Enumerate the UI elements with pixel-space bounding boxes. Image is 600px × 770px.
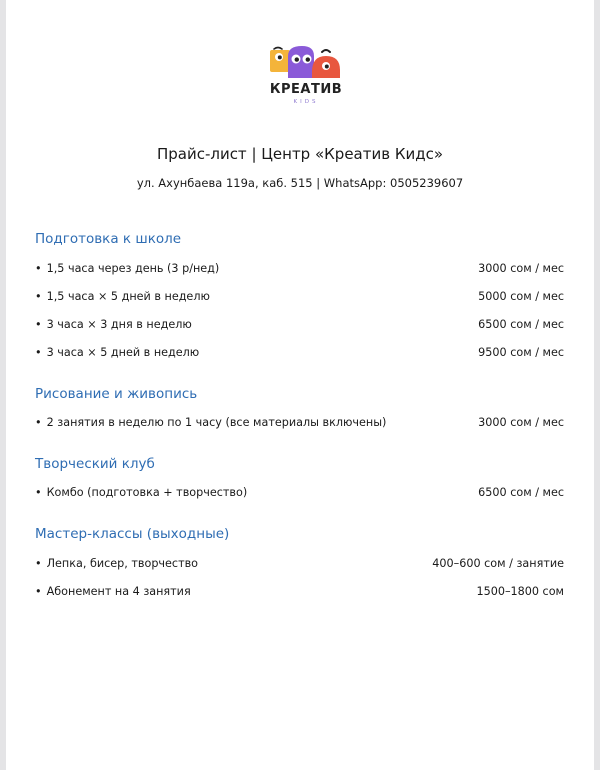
bullet: • [35, 485, 42, 499]
bullet: • [35, 289, 42, 303]
item-price: 6500 сом / мес [478, 317, 564, 331]
page-title: Прайс-лист | Центр «Креатив Кидс» [156, 145, 444, 163]
bullet: • [35, 345, 42, 359]
item-label: 3 часа × 5 дней в неделю [46, 345, 200, 359]
item-price: 3000 сом / мес [478, 261, 564, 275]
item-label: 3 часа × 3 дня в неделю [46, 317, 192, 331]
bullet: • [35, 584, 42, 598]
item-price: 6500 сом / мес [478, 485, 564, 499]
bullet: • [35, 261, 42, 275]
price-row [35, 414, 564, 430]
address-line: ул. Ахунбаева 119а, каб. 515 | WhatsApp: 0505239607 [136, 176, 464, 190]
section-title-drawing: Рисование и живопись [35, 386, 198, 402]
price-row [35, 484, 564, 500]
item-price: 5000 сом / мес [478, 289, 564, 303]
kreativ-kids-logo-icon [264, 42, 348, 82]
item-label: 1,5 часа через день (3 р/нед) [46, 261, 220, 275]
logo-subtitle: KIDS [293, 99, 319, 105]
price-row [35, 288, 564, 304]
price-list-page [6, 0, 594, 770]
price-row [35, 260, 564, 276]
price-row [35, 555, 564, 571]
item-price: 400–600 сом / занятие [432, 556, 564, 570]
price-row [35, 583, 564, 599]
item-price: 3000 сом / мес [478, 415, 564, 429]
price-row [35, 344, 564, 360]
section-title-master-classes: Мастер-классы (выходные) [35, 526, 230, 542]
bullet: • [35, 415, 42, 429]
logo [264, 42, 348, 112]
item-label: 2 занятия в неделю по 1 часу (все материалы включены) [46, 415, 387, 429]
price-row [35, 316, 564, 332]
item-label: 1,5 часа × 5 дней в неделю [46, 289, 210, 303]
bullet: • [35, 317, 42, 331]
section-title-school-prep: Подготовка к школе [35, 231, 182, 247]
section-title-creative-club: Творческий клуб [35, 456, 155, 472]
item-price: 1500–1800 сом [476, 584, 564, 598]
logo-wordmark: КРЕАТИВ [269, 82, 343, 97]
item-label: Лепка, бисер, творчество [46, 556, 199, 570]
item-label: Абонемент на 4 занятия [46, 584, 191, 598]
item-label: Комбо (подготовка + творчество) [46, 485, 248, 499]
item-price: 9500 сом / мес [478, 345, 564, 359]
bullet: • [35, 556, 42, 570]
